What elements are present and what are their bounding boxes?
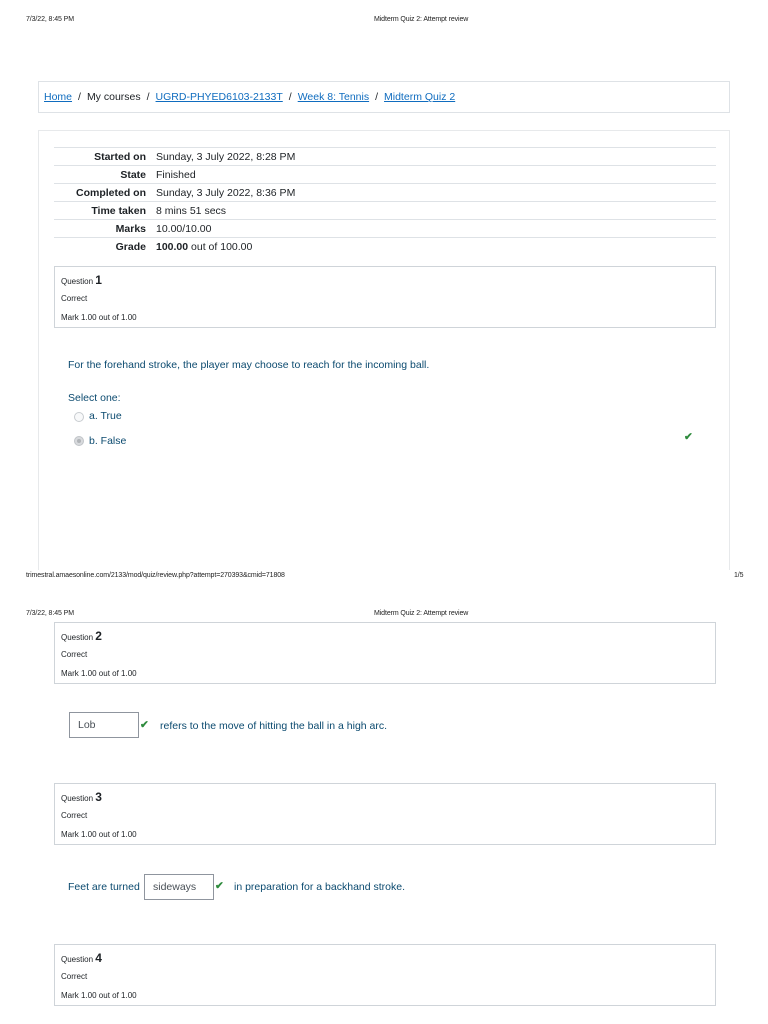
grade-total: out of 100.00 xyxy=(188,240,253,253)
option-b-label[interactable]: b. False xyxy=(89,435,127,447)
print-title: Midterm Quiz 2: Attempt review xyxy=(374,610,469,617)
answer-input[interactable]: Lob xyxy=(69,712,139,738)
breadcrumb-separator: / xyxy=(146,91,150,103)
summary-row xyxy=(54,165,716,183)
breadcrumb-home-link[interactable]: Home xyxy=(44,91,73,103)
question-number xyxy=(61,273,709,287)
summary-label: Started on xyxy=(94,150,146,163)
question-2-text: refers to the move of hitting the ball in a high arc. xyxy=(160,720,388,732)
breadcrumb-course-link[interactable]: UGRD-PHYED6103-2133T xyxy=(155,91,283,103)
question-info-3 xyxy=(54,783,716,845)
radio-icon[interactable] xyxy=(74,436,84,446)
breadcrumb-my-courses[interactable]: My courses xyxy=(86,91,141,103)
breadcrumb-quiz-link[interactable]: Midterm Quiz 2 xyxy=(384,91,456,103)
print-date: 7/3/22, 8:45 PM xyxy=(26,16,74,23)
check-icon: ✔ xyxy=(684,431,693,443)
question-info-2 xyxy=(54,622,716,684)
summary-row xyxy=(54,147,716,165)
question-word: Question xyxy=(61,633,94,642)
print-date: 7/3/22, 8:45 PM xyxy=(26,610,74,617)
summary-row xyxy=(54,201,716,219)
answer-input[interactable]: sideways xyxy=(144,874,214,900)
question-info-4 xyxy=(54,944,716,1006)
attempt-summary-table xyxy=(54,147,716,255)
question-mark: Mark 1.00 out of 1.00 xyxy=(61,830,137,839)
question-state: Correct xyxy=(61,650,88,659)
summary-value xyxy=(156,241,252,253)
breadcrumb-separator: / xyxy=(288,91,292,103)
question-1-text: For the forehand stroke, the player may choose to reach for the incoming ball. xyxy=(68,359,430,371)
breadcrumb xyxy=(38,81,730,113)
question-number-value: 3 xyxy=(95,790,102,804)
summary-label: State xyxy=(120,168,146,181)
question-info-1 xyxy=(54,266,716,328)
question-3-text-before: Feet are turned xyxy=(68,881,140,893)
summary-value: 10.00/10.00 xyxy=(156,222,212,235)
summary-value: 8 mins 51 secs xyxy=(156,204,227,217)
question-word: Question xyxy=(61,955,94,964)
check-icon: ✔ xyxy=(140,719,149,731)
question-number-value: 2 xyxy=(95,629,102,643)
question-number xyxy=(61,790,709,804)
summary-label: Time taken xyxy=(91,204,146,217)
summary-label: Marks xyxy=(115,222,146,235)
check-icon: ✔ xyxy=(215,880,224,892)
question-number-value: 1 xyxy=(95,273,102,287)
summary-label: Completed on xyxy=(76,186,146,199)
question-3-text-after: in preparation for a backhand stroke. xyxy=(234,881,406,893)
option-a-label[interactable]: a. True xyxy=(89,410,122,422)
question-number xyxy=(61,629,709,643)
question-state: Correct xyxy=(61,811,88,820)
summary-value: Finished xyxy=(156,168,196,181)
print-page-number: 1/5 xyxy=(734,572,744,579)
question-word: Question xyxy=(61,277,94,286)
summary-row xyxy=(54,219,716,237)
question-number-value: 4 xyxy=(95,951,102,965)
breadcrumb-week-link[interactable]: Week 8: Tennis xyxy=(297,91,370,103)
question-number xyxy=(61,951,709,965)
question-mark: Mark 1.00 out of 1.00 xyxy=(61,313,137,322)
breadcrumb-separator: / xyxy=(78,91,81,103)
summary-value: Sunday, 3 July 2022, 8:36 PM xyxy=(156,186,296,199)
summary-row-grade xyxy=(54,237,716,255)
breadcrumb-separator: / xyxy=(375,91,379,103)
select-one-label: Select one: xyxy=(68,392,121,404)
question-state: Correct xyxy=(61,972,88,981)
question-mark: Mark 1.00 out of 1.00 xyxy=(61,991,137,1000)
print-url: trimestral.amaesonline.com/2133/mod/quiz/review.php?attempt=270393&cmid=71808 xyxy=(26,572,285,579)
summary-row xyxy=(54,183,716,201)
radio-icon[interactable] xyxy=(74,412,84,422)
page-break xyxy=(0,583,768,605)
summary-label: Grade xyxy=(115,240,146,253)
question-state: Correct xyxy=(61,294,88,303)
summary-value: Sunday, 3 July 2022, 8:28 PM xyxy=(156,150,296,163)
question-word: Question xyxy=(61,794,94,803)
question-mark: Mark 1.00 out of 1.00 xyxy=(61,669,137,678)
print-title: Midterm Quiz 2: Attempt review xyxy=(374,16,469,23)
grade-value: 100.00 xyxy=(156,240,189,253)
